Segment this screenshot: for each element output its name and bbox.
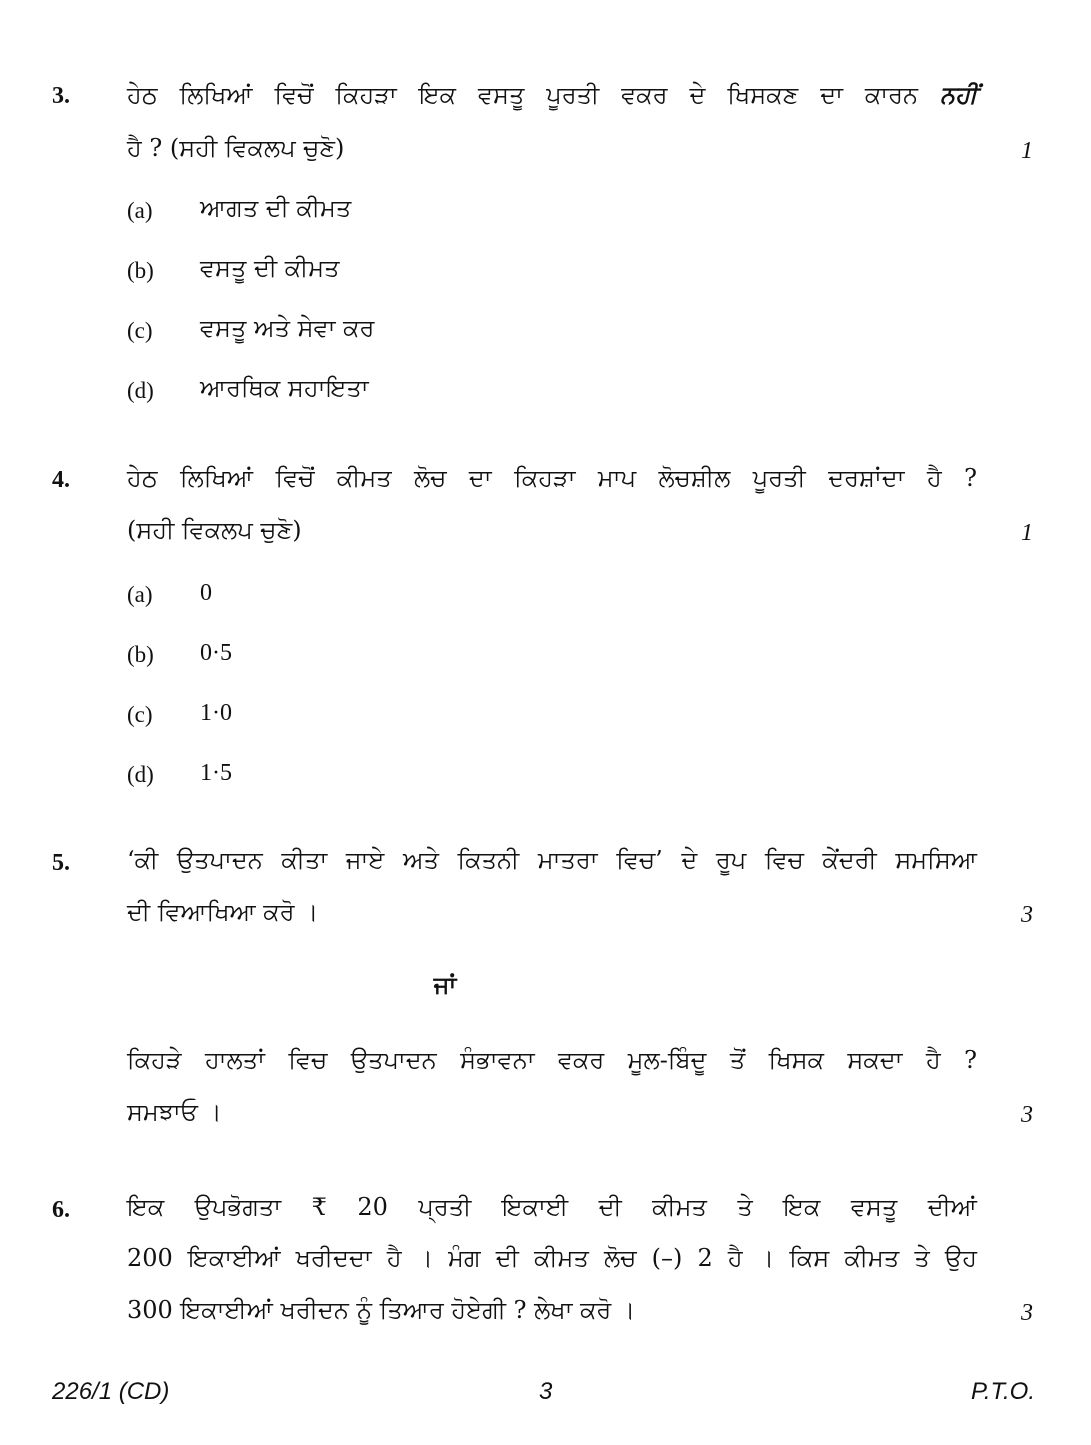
question-3-option-b-text: ਵਸਤੂ ਦੀ ਕੀਮਤ [200, 254, 340, 282]
question-4-number: 4. [52, 467, 70, 493]
question-4-line-1: ਹੇਠ ਲਿਖਿਆਂ ਵਿਚੋਂ ਕੀਮਤ ਲੋਚ ਦਾ ਕਿਹੜਾ ਮਾਪ ਲੋਚਸ਼ੀਲ ਪੂਰਤੀ ਦਰਸ਼ਾਂਦਾ ਹੈ ? [127, 464, 977, 492]
question-4-option-c-label: (c) [127, 702, 153, 727]
question-3-line-2: ਹੈ ? (ਸਹੀ ਵਿਕਲਪ ਚੁਣੋ) [127, 134, 345, 162]
question-3-option-a-text: ਆਗਤ ਦੀ ਕੀਮਤ [200, 194, 352, 222]
question-4-option-a-text: 0 [200, 580, 212, 606]
question-3-option-a-label: (a) [127, 198, 153, 223]
question-4-line-2: (ਸਹੀ ਵਿਕਲਪ ਚੁਣੋ) [127, 516, 302, 544]
question-3-marks: 1 [1021, 138, 1033, 164]
question-4-option-b-label: (b) [127, 642, 154, 667]
question-4-option-d-label: (d) [127, 762, 154, 787]
question-5-line-1: ‘ਕੀ ਉਤਪਾਦਨ ਕੀਤਾ ਜਾਏ ਅਤੇ ਕਿਤਨੀ ਮਾਤਰਾ ਵਿਚ’ ਦੇ ਰੂਪ ਵਿਚ ਕੇਂਦਰੀ ਸਮਸਿਆ [127, 846, 977, 874]
question-5-number: 5. [52, 850, 70, 876]
question-3-option-b-label: (b) [127, 258, 154, 283]
question-4-marks: 1 [1021, 520, 1033, 546]
question-5-alt-line-2: ਸਮਝਾਓ । [127, 1098, 222, 1126]
question-5-line-2: ਦੀ ਵਿਆਖਿਆ ਕਰੋ । [127, 898, 319, 926]
footer-pto: P.T.O. [970, 1378, 1035, 1405]
question-3-option-c-text: ਵਸਤੂ ਅਤੇ ਸੇਵਾ ਕਰ [200, 314, 375, 342]
question-4-option-d-text: 1·5 [200, 760, 232, 786]
question-4-option-a-label: (a) [127, 582, 153, 607]
question-3-option-d-label: (d) [127, 378, 154, 403]
question-5-marks: 3 [1021, 902, 1033, 928]
question-3-text: ਹੇਠ ਲਿਖਿਆਂ ਵਿਚੋਂ ਕਿਹੜਾ ਇਕ ਵਸਤੂ ਪੂਰਤੀ ਵਕਰ ਦੇ ਖਿਸਕਣ ਦਾ ਕਾਰਨ [127, 81, 919, 109]
question-4-option-b-text: 0·5 [200, 640, 232, 666]
question-6-line-3: 300 ਇਕਾਈਆਂ ਖਰੀਦਨ ਨੂੰ ਤਿਆਰ ਹੋਏਗੀ ? ਲੇਖਾ ਕਰੋ । [127, 1296, 636, 1324]
question-5-alt-line-1: ਕਿਹੜੇ ਹਾਲਤਾਂ ਵਿਚ ਉਤਪਾਦਨ ਸੰਭਾਵਨਾ ਵਕਰ ਮੂਲ-ਬਿੰਦੂ ਤੋਂ ਖਿਸਕ ਸਕਦਾ ਹੈ ? [127, 1046, 977, 1074]
question-4-option-c-text: 1·0 [200, 700, 232, 726]
footer-page-number: 3 [539, 1378, 553, 1405]
question-5-alt-marks: 3 [1021, 1102, 1033, 1128]
footer-paper-code: 226/1 (CD) [52, 1378, 170, 1405]
or-separator: ਜਾਂ [433, 970, 457, 999]
question-3-line-1 [127, 80, 977, 109]
question-3-option-c-label: (c) [127, 318, 153, 343]
question-6-line-2: 200 ਇਕਾਈਆਂ ਖਰੀਦਦਾ ਹੈ । ਮੰਗ ਦੀ ਕੀਮਤ ਲੋਚ (–) 2 ਹੈ । ਕਿਸ ਕੀਮਤ ਤੇ ਉਹ [127, 1244, 977, 1272]
question-6-number: 6. [52, 1197, 70, 1223]
question-6-marks: 3 [1021, 1300, 1033, 1326]
question-6-line-1: ਇਕ ਉਪਭੋਗਤਾ ₹ 20 ਪ੍ਰਤੀ ਇਕਾਈ ਦੀ ਕੀਮਤ ਤੇ ਇਕ ਵਸਤੂ ਦੀਆਂ [127, 1193, 977, 1221]
question-3-option-d-text: ਆਰਥਿਕ ਸਹਾਇਤਾ [200, 374, 369, 402]
question-3-number: 3. [52, 83, 70, 109]
question-3-emphasis: ਨਹੀਂ [940, 80, 977, 109]
